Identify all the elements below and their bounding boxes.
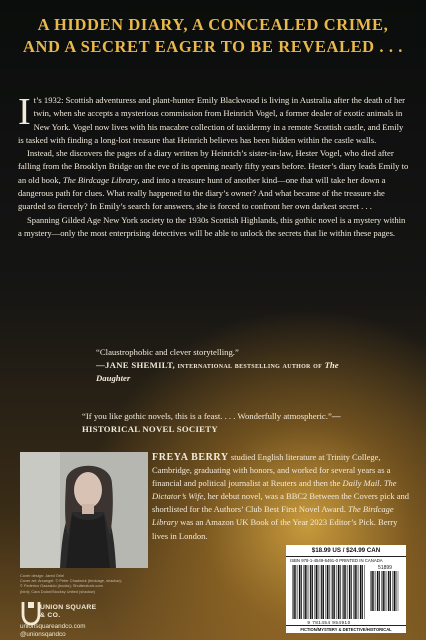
cover-design-credit: Cover design: Jared Oriel bbox=[20, 573, 65, 578]
barcode-bar bbox=[331, 565, 332, 619]
synopsis bbox=[18, 91, 410, 240]
publisher-name bbox=[40, 604, 96, 620]
barcode-bar bbox=[360, 565, 361, 619]
price-addon-barcode bbox=[370, 571, 400, 611]
barcode-bar bbox=[383, 571, 384, 611]
barcode-bar bbox=[353, 565, 354, 619]
barcode-bar bbox=[303, 565, 304, 619]
isbn-label: ISBN 978-1-4549-5491-0 PRINTED IN CANADA bbox=[290, 558, 383, 563]
barcode-bar bbox=[312, 565, 313, 619]
barcode-bar bbox=[377, 571, 378, 611]
review-quote-2 bbox=[82, 410, 382, 436]
barcode-bar bbox=[356, 565, 357, 619]
drop-cap: I bbox=[18, 91, 31, 133]
book-title-birdcage-library: The Birdcage Library bbox=[62, 174, 138, 185]
synopsis-text-1: t’s 1932: Scottish adventuress and plant-hunter Emily Blackwood is living in Australia after the death of her twin, when she accepts a mysterious commission from Heinrich Vogel, a former dealer of exotic animals in New York. Vogel now lives with his macabre collection of taxidermy in a remote Scottish castle, and Emily is tasked with finding a long-lost treasure that Heinrich believes has been hidden within the castle walls. bbox=[18, 95, 406, 145]
barcode-bar bbox=[306, 565, 307, 619]
barcode-bar bbox=[351, 565, 352, 619]
review-work-1: The Daughter bbox=[96, 360, 339, 383]
synopsis-text-2a: Instead, she discovers the pages of a diary written by Heinrich’s sister-in-law, Hester Vogel, who died after falling from the Brooklyn Bridge on the eve of its opening nearly fifty years before. Hester’s diary leads Emily to an old book, bbox=[18, 148, 409, 185]
barcode-bar bbox=[336, 565, 337, 619]
barcode-bar bbox=[388, 571, 389, 611]
synopsis-paragraph-3: Spanning Gilded Age New York society to the 1930s Scottish Highlands, this gothic novel is a mystery within a mystery—only the most enterprising detectives will be able to unlock the secrets that lie within these pages. bbox=[18, 214, 406, 238]
synopsis-paragraph-2 bbox=[18, 147, 410, 213]
synopsis-paragraph-1 bbox=[18, 91, 410, 147]
barcode-bar bbox=[298, 565, 299, 619]
author-name: FREYA BERRY bbox=[152, 452, 229, 463]
barcode-bar bbox=[359, 565, 360, 619]
review-attribution-1: —JANE SHEMILT, international bestselling author of bbox=[96, 360, 325, 370]
publisher-website: unionsquareandco.com bbox=[20, 623, 86, 630]
barcode-bar bbox=[348, 565, 349, 619]
author-bio-text-3: , her debut novel, was a BBC2 Between the Covers pick and shortlisted for the Authors’ Club Best First Novel Award. bbox=[152, 491, 410, 515]
barcode-bar bbox=[373, 571, 374, 611]
barcode-bar bbox=[343, 565, 344, 619]
barcode-bar bbox=[321, 565, 322, 619]
isbn-barcode bbox=[292, 565, 366, 619]
barcode-bar bbox=[314, 565, 315, 619]
cover-credits bbox=[20, 573, 150, 594]
barcode-bar bbox=[338, 565, 339, 619]
barcode-bar bbox=[309, 565, 310, 619]
barcode-bar bbox=[320, 565, 321, 619]
barcode-bar bbox=[293, 565, 294, 619]
barcode-bar bbox=[305, 565, 306, 619]
cover-art-credit-1: Cover art: Arcangel: © Peter Chadwick (birdcage, shadow); bbox=[20, 578, 122, 584]
author-photo bbox=[20, 452, 148, 568]
review-quote-1 bbox=[96, 346, 356, 385]
barcode-bar bbox=[299, 565, 300, 619]
publication-daily-mail: Daily Mail bbox=[342, 478, 380, 489]
tagline-line-1: A HIDDEN DIARY, A CONCEALED CRIME, bbox=[37, 15, 389, 34]
barcode-bar bbox=[394, 571, 395, 611]
barcode-bar bbox=[329, 565, 330, 619]
barcode-bar bbox=[340, 565, 341, 619]
cover-art-credit-2: © Federico Gazzaldo (books); Shutterstock.com bbox=[20, 583, 103, 589]
cover-art-credit-3: (bird); Cara Dolan/Stocksy United (shadow) bbox=[20, 588, 96, 594]
barcode-bar bbox=[342, 565, 343, 619]
barcode-bar bbox=[396, 571, 397, 611]
book-title-birdcage-library-bio: The Birdcage Library bbox=[152, 504, 394, 528]
barcode-bar bbox=[316, 565, 317, 619]
publisher-contacts bbox=[20, 623, 85, 639]
isbn-digits: 9 781454 954910 bbox=[307, 620, 351, 625]
barcode-bar bbox=[370, 571, 371, 611]
tagline-line-2: AND A SECRET EAGER TO BE REVEALED . . . bbox=[22, 37, 404, 56]
barcode-bar bbox=[334, 565, 335, 619]
bisac-category: FICTION/MYSTERY & DETECTIVE/HISTORICAL bbox=[286, 625, 406, 633]
barcode-bar bbox=[371, 571, 372, 611]
barcode-bar bbox=[301, 565, 302, 619]
price-label: $18.99 US / $24.99 CAN bbox=[286, 547, 406, 557]
barcode-bar bbox=[295, 565, 296, 619]
publisher-name-line-2: & CO. bbox=[40, 612, 61, 619]
barcode-bar bbox=[332, 565, 333, 619]
barcode-bar bbox=[354, 565, 355, 619]
barcode-bar bbox=[310, 565, 311, 619]
publisher-social-handle: @unionsqandco bbox=[20, 631, 66, 638]
barcode-bar bbox=[376, 571, 377, 611]
barcode-bar bbox=[362, 565, 363, 619]
barcode-bar bbox=[345, 565, 346, 619]
barcode-bar bbox=[323, 565, 324, 619]
book-title-dictators-wife: The Dictator’s Wife bbox=[152, 478, 397, 502]
barcode-bar bbox=[398, 571, 399, 611]
author-bio-text-1: studied English literature at Trinity College, Cambridge, graduating with honors, and worked for several years as a financial and political journalist at Reuters and then the bbox=[152, 452, 391, 489]
barcode-bar bbox=[392, 571, 393, 611]
barcode-bar bbox=[379, 571, 380, 611]
tagline bbox=[0, 14, 426, 58]
author-portrait-illustration bbox=[20, 452, 148, 568]
review-attribution-2: —HISTORICAL NOVEL SOCIETY bbox=[82, 411, 341, 434]
synopsis-text-2b: , and into a treasure hunt of another kind—one that will take her down a dangerous path for clues. What really happened to the diary’s owner? And what became of the treasure she guarded so fiercely? In Emily’s search for answers, she is forced to confront her own darkest secret . . . bbox=[18, 174, 386, 212]
author-bio-text-4: was an Amazon UK Book of the Year 2023 Editor’s Pick. Berry lives in London. bbox=[152, 517, 398, 541]
barcode-bar bbox=[387, 571, 388, 611]
barcode-bar bbox=[292, 565, 293, 619]
author-bio bbox=[152, 451, 414, 543]
barcode-box bbox=[286, 545, 406, 633]
price-addon-number: 51899 bbox=[378, 565, 392, 571]
author-bio-text-2: . bbox=[379, 478, 384, 489]
barcode-bar bbox=[327, 565, 328, 619]
barcode-bar bbox=[364, 565, 365, 619]
review-quote-2-text: “If you like gothic novels, this is a feast. . . . Wonderfully atmospheric.” bbox=[82, 411, 332, 421]
review-quote-1-text: “Claustrophobic and clever storytelling.” bbox=[96, 347, 239, 357]
barcode-bar bbox=[325, 565, 326, 619]
barcode-bar bbox=[381, 571, 382, 611]
barcode-bar bbox=[318, 565, 319, 619]
review-quote-1-attribution bbox=[96, 359, 356, 385]
barcode-bar bbox=[384, 571, 385, 611]
barcode-bar bbox=[390, 571, 391, 611]
barcode-bar bbox=[349, 565, 350, 619]
publisher-name-line-1: UNION SQUARE bbox=[40, 604, 97, 611]
